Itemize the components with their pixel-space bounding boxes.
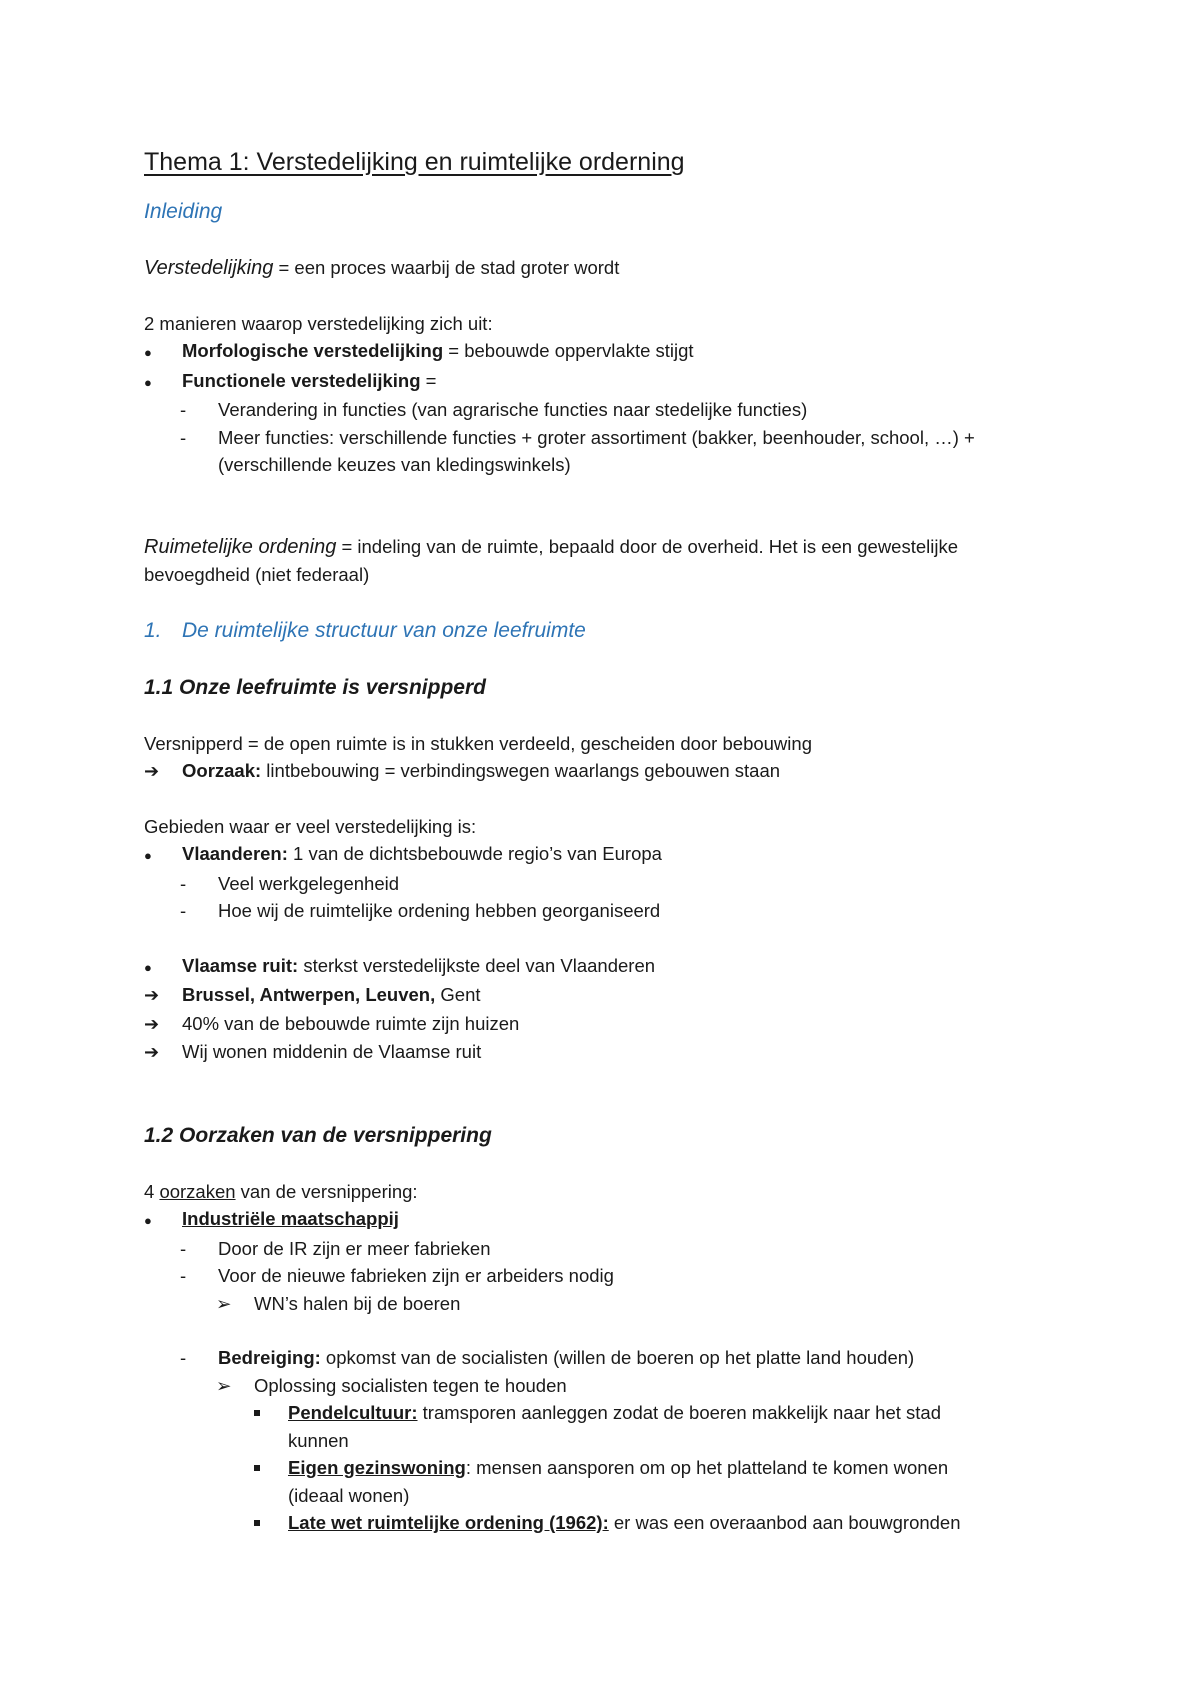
bullet-icon: ● [144,374,152,390]
hollow-arrow-icon: ➢ [216,1292,232,1314]
section-heading-1-2: 1.2 Oorzaken van de versnippering [144,1123,492,1147]
dash-icon: - [180,900,187,921]
page-title: Thema 1: Verstedelijking en ruimtelijke orderning [144,148,685,176]
square-bullet-icon [254,1410,260,1416]
bullet-icon: ● [144,959,152,975]
list-item: ● Vlaanderen: 1 van de dichtsbebouwde regio’s van Europa [144,840,1074,870]
hollow-arrow-icon: ➢ [216,1374,232,1396]
list-item: ● Morfologische verstedelijking = bebouwde oppervlakte stijgt [144,337,1074,367]
square-bullet-icon [254,1520,260,1526]
list-item: ➢ Oplossing socialisten tegen te houden [144,1372,1074,1400]
list-item: - Voor de nieuwe fabrieken zijn er arbeiders nodig [144,1262,1074,1290]
list-item: - Meer functies: verschillende functies + groter assortiment (bakker, beenhouder, school, …) + (verschillende keuzes van kledingswinkels) [144,424,1074,479]
paragraph: Gebieden waar er veel verstedelijking is: [144,815,477,837]
document-page [144,145,1074,1537]
list-item: - Verandering in functies (van agrarische functies naar stedelijke functies) [144,396,1074,424]
list-item: ➔ Brussel, Antwerpen, Leuven, Gent [144,981,1074,1010]
list-item: ● Functionele verstedelijking = [144,367,1074,397]
paragraph: Versnipperd = de open ruimte is in stukken verdeeld, gescheiden door bebouwing [144,732,812,754]
arrow-icon: ➔ [144,761,160,781]
dash-icon: - [180,872,187,894]
square-bullet-icon [254,1465,260,1471]
definition-verstedelijking: Verstedelijking = een proces waarbij de stad groter wordt [144,257,620,279]
bullet-icon: ● [144,1213,152,1228]
list-item: ➔ Oorzaak: lintbebouwing = verbindingswegen waarlangs gebouwen staan [144,757,1074,786]
arrow-icon: ➔ [144,1013,160,1034]
definition-ruimtelijke-ordening: Ruimetelijke ordening = indeling van de ruimte, bepaald door de overheid. Het is een gewestelijke bevoegdheid (niet federaal) [144,535,959,585]
list-item: Pendelcultuur: tramsporen aanleggen zodat de boeren makkelijk naar het stad kunnen [144,1399,1074,1454]
list-item: ● Industriële maatschappij [144,1205,1074,1235]
list-item: ➔ 40% van de bebouwde ruimte zijn huizen [144,1010,1074,1039]
list-item: - Hoe wij de ruimtelijke ordening hebben georganiseerd [144,897,1074,925]
list-item: ➢ WN’s halen bij de boeren [144,1290,1074,1318]
list-item: Late wet ruimtelijke ordening (1962): er was een overaanbod aan bouwgronden [144,1509,1074,1537]
dash-icon: - [180,1237,187,1259]
arrow-icon: ➔ [144,985,160,1005]
section-heading-1-1: 1.1 Onze leefruimte is versnipperd [144,675,486,699]
list-item: - Door de IR zijn er meer fabrieken [144,1235,1074,1263]
arrow-icon: ➔ [144,1042,160,1062]
section-heading-1: 1. De ruimtelijke structuur van onze leefruimte [144,618,586,642]
list-item: - Bedreiging: opkomst van de socialisten (willen de boeren op het platte land houden) [144,1344,1074,1372]
list-item: - Veel werkgelegenheid [144,870,1074,898]
list-item: Eigen gezinswoning: mensen aansporen om op het platteland te komen wonen (ideaal wonen) [144,1454,1074,1509]
paragraph: 4 oorzaken van de versnippering: [144,1180,418,1202]
dash-icon: - [180,1265,187,1286]
list-item: ➔ Wij wonen middenin de Vlaamse ruit [144,1038,1074,1067]
heading-inleiding: Inleiding [144,200,223,223]
dash-icon: - [180,1347,187,1368]
bullet-icon: ● [144,848,152,863]
dash-icon: - [180,399,187,420]
dash-icon: - [180,426,187,448]
bullet-icon: ● [144,345,152,360]
list-item: ● Vlaamse ruit: sterkst verstedelijkste deel van Vlaanderen [144,952,1074,982]
manieren-intro: 2 manieren waarop verstedelijking zich uit: [144,312,493,334]
